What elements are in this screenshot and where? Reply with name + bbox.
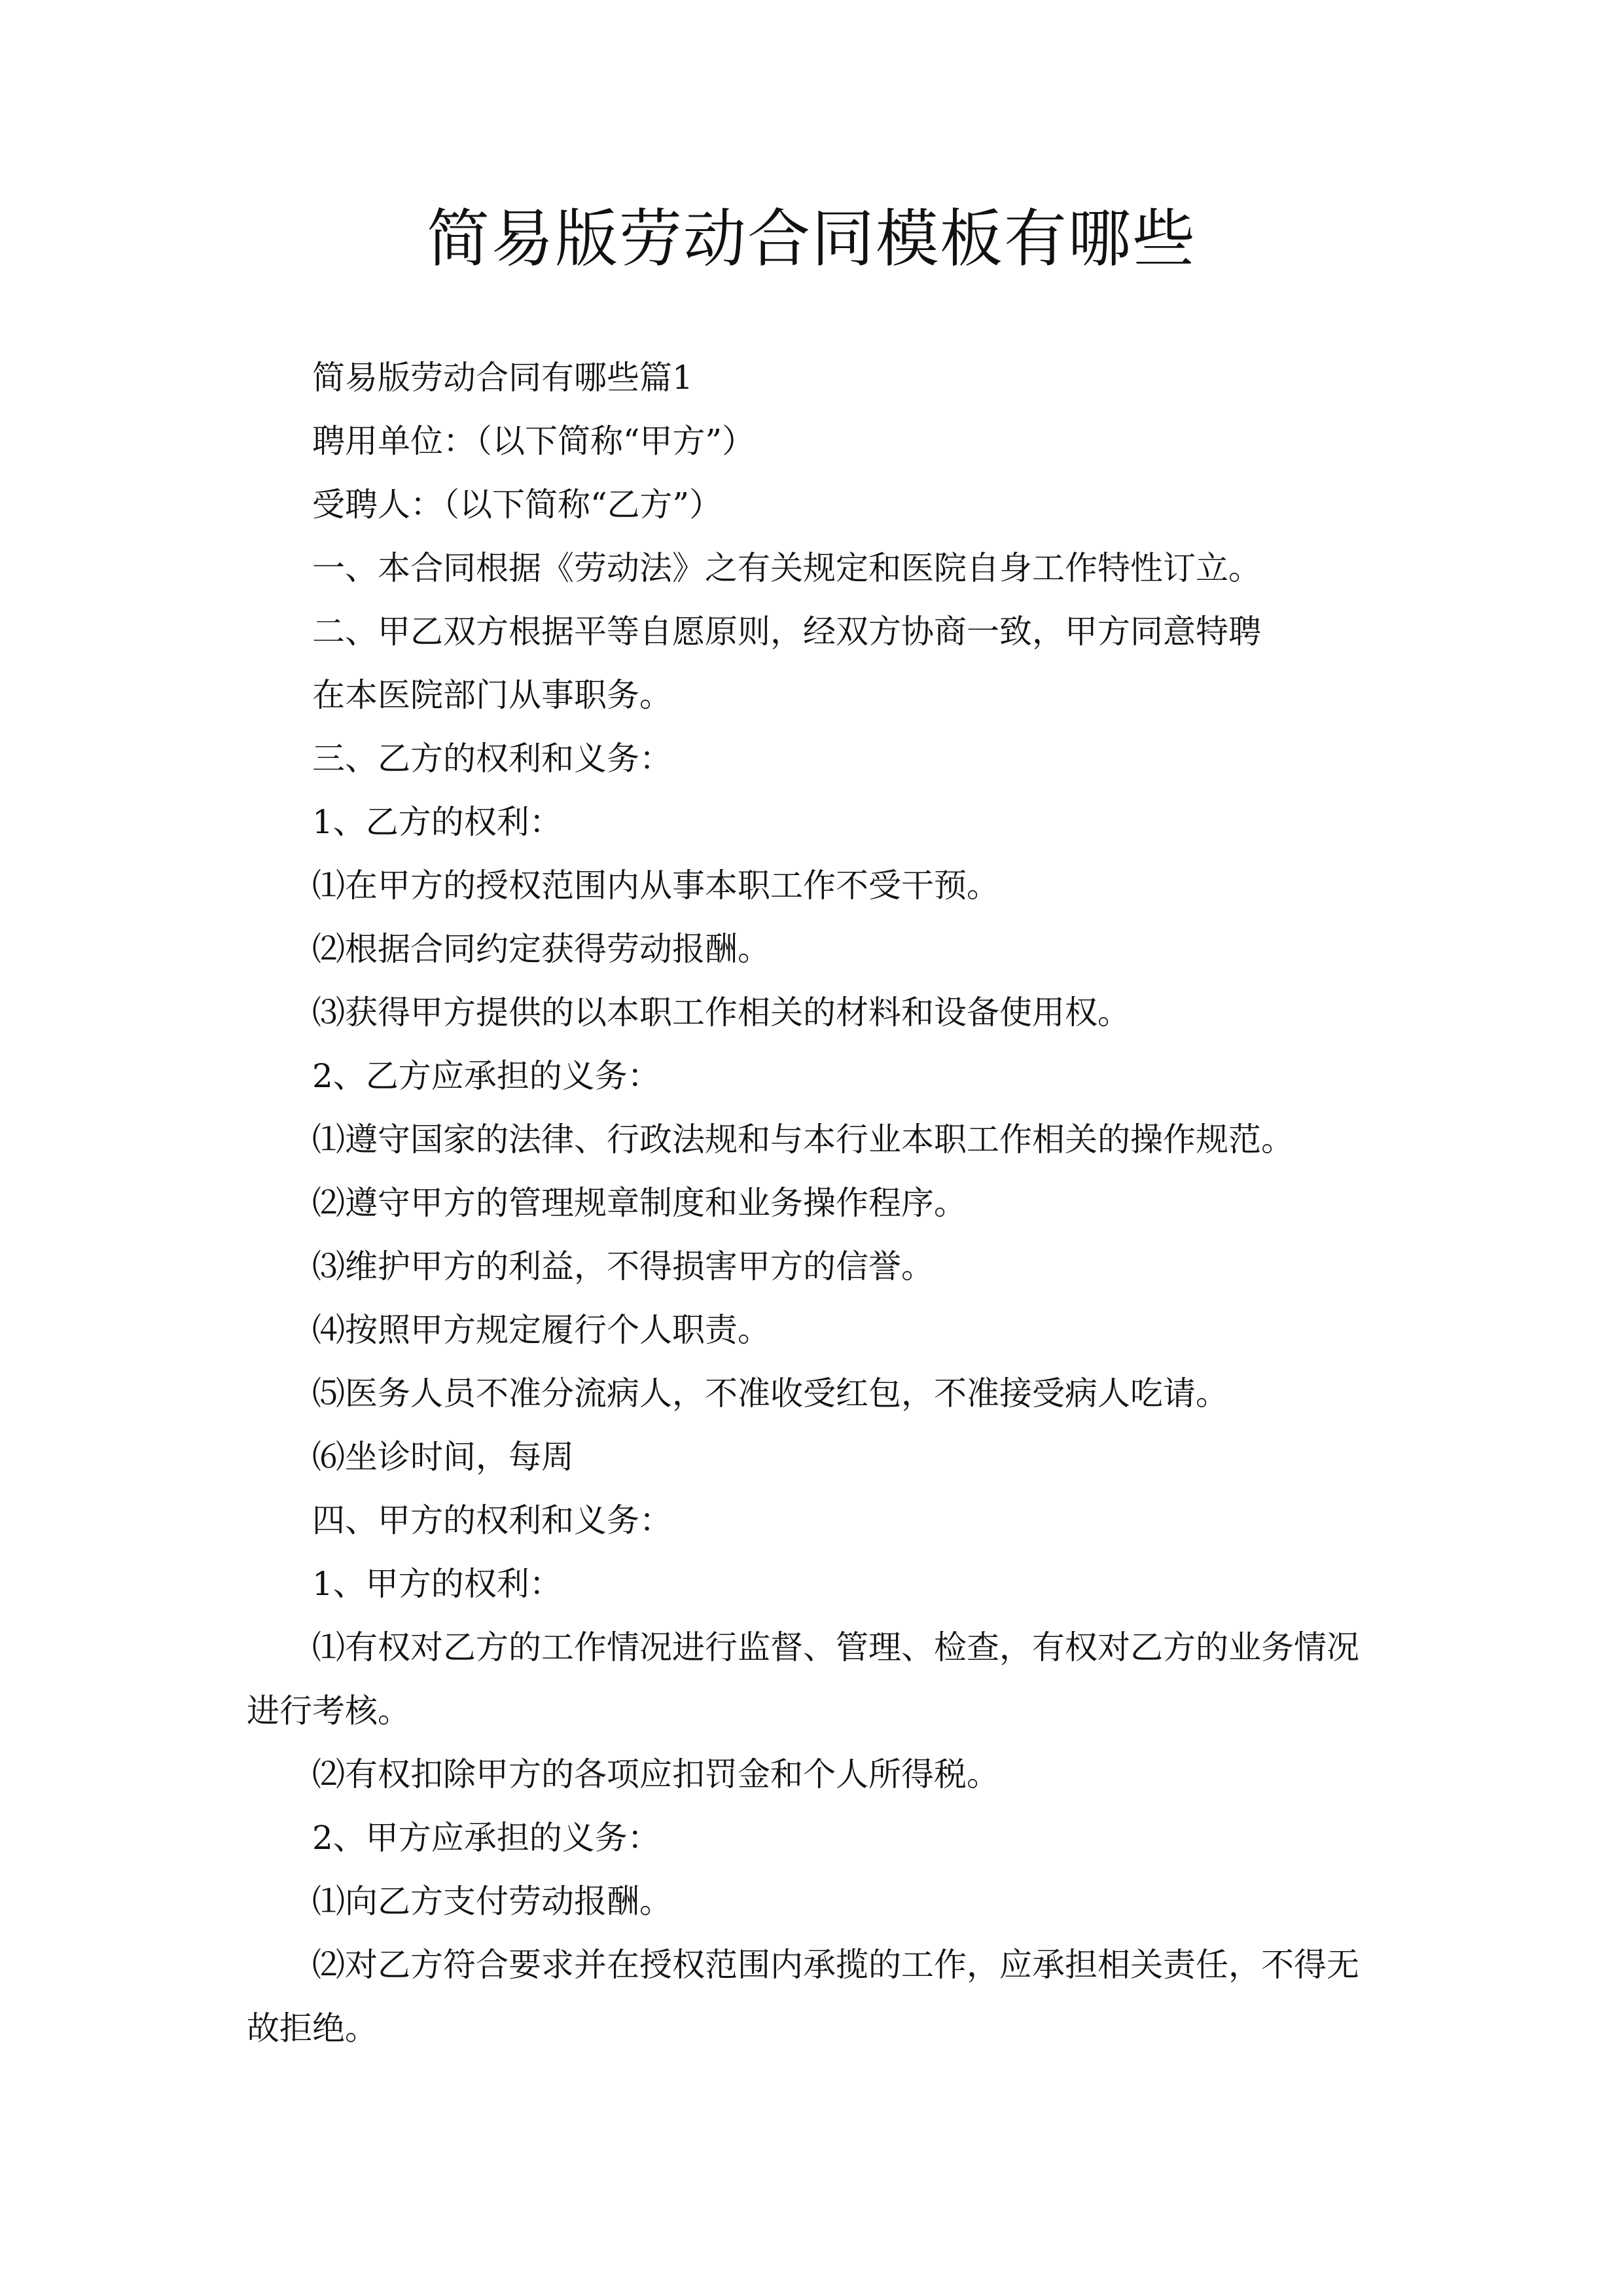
paragraph: ⑹坐诊时间，每周	[312, 1438, 574, 1476]
paragraph: 2、甲方应承担的义务：	[312, 1819, 660, 1857]
paragraph: 受聘人：（以下简称“乙方”）	[312, 486, 722, 524]
paragraph: 简易版劳动合同有哪些篇1	[312, 359, 693, 397]
paragraph: ⑴向乙方支付劳动报酬。	[312, 1882, 672, 1920]
document-body	[247, 346, 1381, 2060]
paragraph: ⑶维护甲方的利益，不得损害甲方的信誉。	[312, 1247, 934, 1285]
paragraph: 在本医院部门从事职务。	[312, 676, 672, 714]
paragraph: ⑴在甲方的授权范围内从事本职工作不受干预。	[312, 867, 999, 905]
paragraph: ⑵根据合同约定获得劳动报酬。	[312, 930, 770, 968]
paragraph: ⑴有权对乙方的工作情况进行监督、管理、检查，有权对乙方的业务情况进行考核。	[247, 1628, 1359, 1730]
paragraph: ⑵有权扣除甲方的各项应扣罚金和个人所得税。	[312, 1755, 999, 1793]
paragraph: 四、甲方的权利和义务：	[312, 1501, 672, 1539]
paragraph: 1、甲方的权利：	[312, 1565, 562, 1603]
paragraph: 2、乙方应承担的义务：	[312, 1057, 660, 1095]
paragraph: 一、本合同根据《劳动法》之有关规定和医院自身工作特性订立。	[312, 549, 1261, 587]
paragraph: ⑶获得甲方提供的以本职工作相关的材料和设备使用权。	[312, 994, 1130, 1031]
paragraph: ⑷按照甲方规定履行个人职责。	[312, 1311, 770, 1349]
paragraph: ⑵对乙方符合要求并在授权范围内承揽的工作，应承担相关责任，不得无故拒绝。	[247, 1946, 1359, 2047]
document-title: 简易版劳动合同模板有哪些	[427, 202, 1196, 276]
paragraph: ⑸医务人员不准分流病人，不准收受红包，不准接受病人吃请。	[312, 1374, 1228, 1412]
paragraph: 1、乙方的权利：	[312, 803, 562, 841]
paragraph: ⑴遵守国家的法律、行政法规和与本行业本职工作相关的操作规范。	[312, 1121, 1294, 1158]
paragraph: 二、甲乙双方根据平等自愿原则，经双方协商一致，甲方同意特聘	[312, 613, 1261, 651]
paragraph: 聘用单位：（以下简称“甲方”）	[312, 422, 755, 460]
paragraph: ⑵遵守甲方的管理规章制度和业务操作程序。	[312, 1184, 967, 1222]
paragraph: 三、乙方的权利和义务：	[312, 740, 672, 778]
